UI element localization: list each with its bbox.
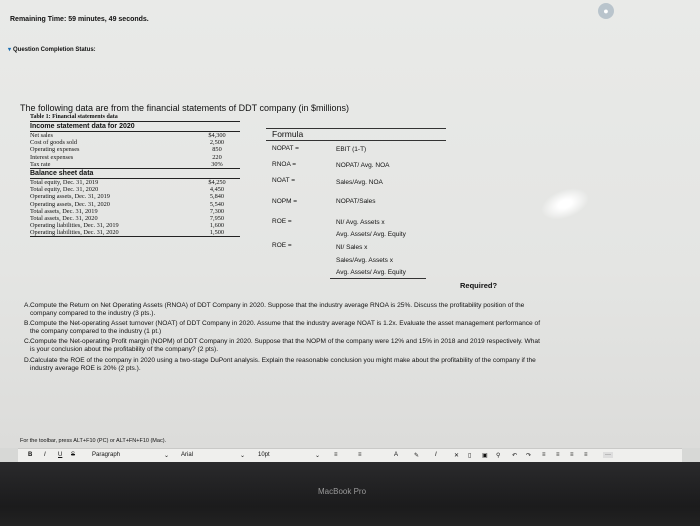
top-bar: [0, 0, 700, 40]
formula-name: ROE =: [272, 218, 292, 225]
formula-name: NOPAT =: [272, 145, 299, 152]
chevron-down-icon[interactable]: ⌄: [315, 453, 321, 459]
formula-expr: Avg. Assets/ Avg. Equity: [336, 269, 406, 276]
more-button[interactable]: ···: [605, 452, 611, 458]
income-header: Income statement data for 2020: [30, 121, 240, 132]
table-caption: Table 1: Financial statements data: [30, 114, 118, 120]
formula-name: NOAT =: [272, 177, 296, 184]
align-center-icon[interactable]: ≡: [556, 452, 560, 458]
paragraph-select[interactable]: Paragraph: [92, 452, 121, 458]
table-row: Total assets, Dec. 31, 2020 7,950: [30, 214, 225, 222]
formula-expr: NI/ Sales x: [336, 244, 368, 251]
device-label: MacBook Pro: [318, 487, 367, 496]
table-row: Tax rate 30%: [30, 160, 223, 168]
question-completion-status[interactable]: ▾ Question Completion Status:: [8, 47, 96, 53]
numbered-list-icon[interactable]: ≡: [358, 452, 362, 458]
table-row: Total equity, Dec. 31, 2020 4,450: [30, 186, 225, 194]
editor-toolbar: [18, 448, 682, 463]
formula-rule: [266, 140, 446, 141]
formula-expr: Sales/Avg. NOA: [336, 179, 383, 186]
table-row: Net sales $4,300: [30, 132, 226, 139]
align-right-icon[interactable]: ≡: [570, 452, 574, 458]
search-icon[interactable]: ⚲: [496, 453, 501, 459]
formula-expr: NOPAT/ Avg. NOA: [336, 162, 390, 169]
financial-table: [30, 121, 240, 237]
balance-header: Balance sheet data: [30, 168, 240, 179]
table-row: Interest expenses 220: [30, 153, 222, 161]
clear-format-icon[interactable]: I: [435, 452, 437, 458]
font-size-select[interactable]: 10pt: [258, 452, 270, 458]
table-row: Operating liabilities, Dec. 31, 2019 1,600: [30, 222, 225, 230]
formula-name: RNOA =: [272, 161, 297, 168]
formula-rule-bottom: [330, 278, 426, 279]
formula-expr: NI/ Avg. Assets x: [336, 219, 385, 226]
highlight-icon[interactable]: ✎: [414, 453, 420, 459]
redo-icon[interactable]: ↷: [526, 453, 532, 459]
formula-name: ROE =: [272, 242, 292, 249]
chevron-down-icon[interactable]: ⌄: [164, 453, 170, 459]
formula-expr: EBIT (1-T): [336, 146, 367, 153]
formula-header: Formula: [272, 129, 304, 139]
italic-button[interactable]: I: [44, 452, 46, 458]
table-row: Operating liabilities, Dec. 31, 2020 1,500: [30, 229, 240, 237]
question-intro: The following data are from the financial statements of DDT company (in $millions): [20, 103, 349, 113]
formula-expr: Avg. Assets/ Avg. Equity: [336, 231, 406, 238]
formula-expr: NOPAT/Sales: [336, 198, 376, 205]
part-b: B. Compute the Net-operating Asset turnover (NOAT) of DDT Company in 2020. Assume that the industry average NOAT is 1.2x. Evaluate the asset management performance of the company compared to the industry (1 pt.): [24, 320, 541, 336]
toolbar-hint: For the toolbar, press ALT+F10 (PC) or ALT+FN+F10 (Mac).: [20, 438, 167, 444]
chevron-down-icon[interactable]: ⌄: [240, 453, 246, 459]
table-row: Operating expenses 850: [30, 146, 222, 154]
part-c: C. Compute the Net-operating Profit margin (NOPM) of DDT Company in 2020. Suppose that the NOPM of the company were 12% and 15% in 2018 and 2019 respectively. What is your conclusion about the profitability of the company? (2 pts).: [24, 338, 540, 354]
underline-button[interactable]: U: [58, 452, 63, 458]
copy-icon[interactable]: ▯: [468, 453, 472, 459]
part-d: D. Calculate the ROE of the company in 2020 using a two-stage DuPont analysis. Explain the reasonable conclusion you might make about the profitability of the company if the industry average ROE is 20% (2 pts.).: [24, 357, 536, 373]
table-row: Total equity, Dec. 31, 2019 $4,250: [30, 178, 226, 186]
table-row: Cost of goods sold 2,500: [30, 139, 225, 147]
formula-expr: Sales/Avg. Assets x: [336, 257, 393, 264]
bold-button[interactable]: B: [28, 452, 33, 458]
screen-glare: [537, 182, 594, 225]
table-row: Operating assets, Dec. 31, 2020 5,540: [30, 200, 225, 208]
bullet-list-icon[interactable]: ≡: [334, 452, 338, 458]
align-left-icon[interactable]: ≡: [542, 452, 546, 458]
table-row: Total assets, Dec. 31, 2019 7,300: [30, 207, 225, 215]
paste-icon[interactable]: ▣: [482, 453, 488, 459]
cut-icon[interactable]: ✕: [454, 453, 460, 459]
timer-text: Remaining Time: 59 minutes, 49 seconds.: [10, 16, 149, 23]
globe-icon[interactable]: ●: [598, 3, 614, 19]
strikethrough-button[interactable]: S: [71, 452, 76, 458]
table-row: Operating assets, Dec. 31, 2019 5,840: [30, 193, 225, 201]
undo-icon[interactable]: ↶: [512, 453, 518, 459]
part-a: A. Compute the Return on Net Operating Assets (RNOA) of DDT Company in 2020. Suppose that the industry average RNOA is 25%. Discuss the profitability position of the company compared to the industry (3 pts.).: [24, 302, 525, 318]
required-heading: Required?: [460, 281, 498, 290]
font-select[interactable]: Arial: [181, 452, 194, 458]
text-color-icon[interactable]: A: [394, 452, 399, 458]
chevron-down-icon: ▾: [8, 47, 12, 53]
formula-name: NOPM =: [272, 198, 298, 205]
justify-icon[interactable]: ≡: [584, 452, 588, 458]
